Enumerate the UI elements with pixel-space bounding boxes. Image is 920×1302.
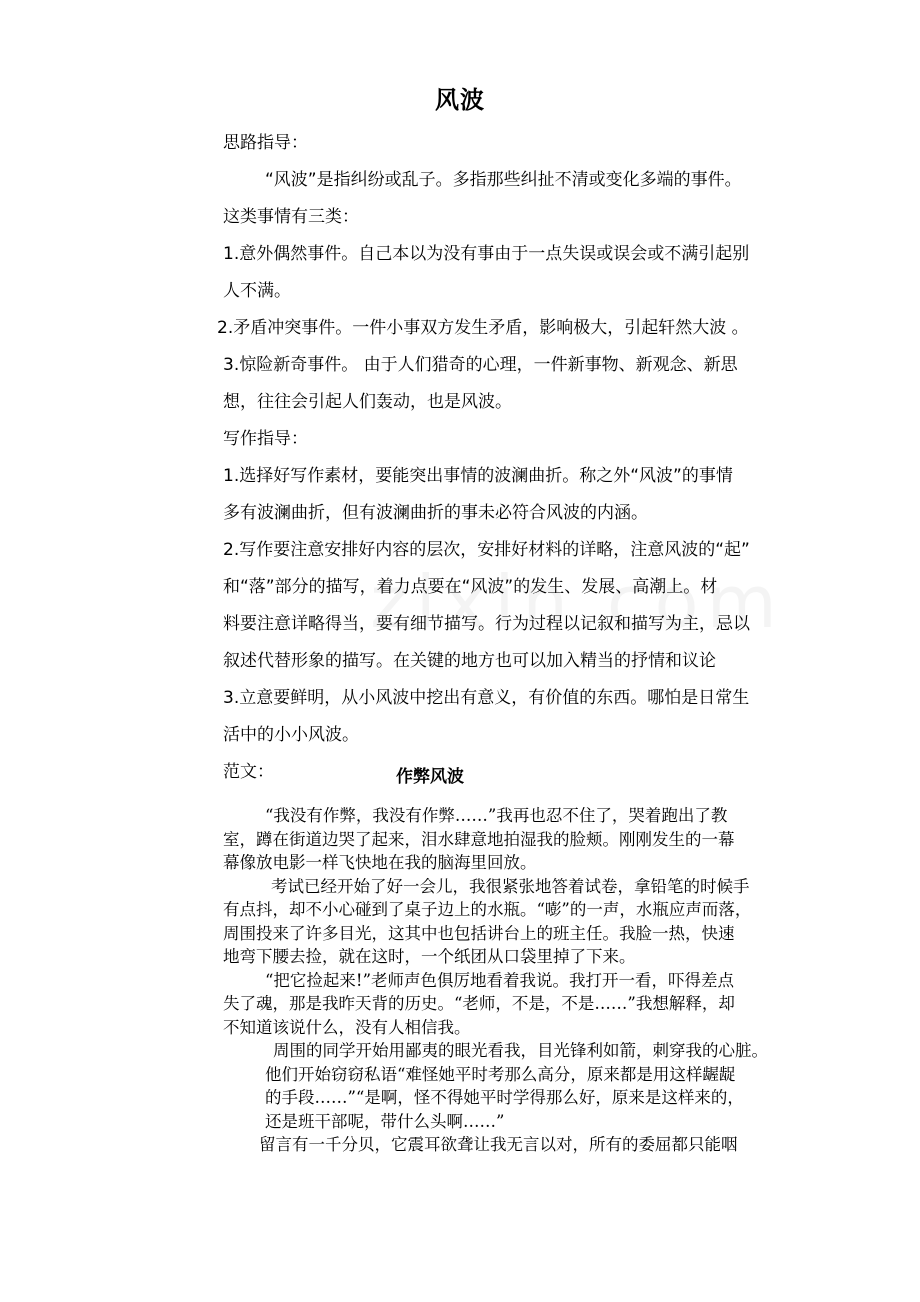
paragraph-line: 这类事情有三类： [223,207,359,227]
essay-line: 留言有一千分贝，它震耳欲聋让我无言以对，所有的委屈都只能咽 [259,1135,738,1154]
essay-line: 考试已经开始了好一会儿，我很紧张地答着试卷，拿铅笔的时候手 [271,876,750,896]
essay-line: “我没有作弊，我没有作弊……”我再也忍不住了，哭着跑出了教 [265,806,728,825]
essay-line: 地弯下腰去捡，就在这时，一个纸团从口袋里掉了下来。 [223,947,636,966]
paragraph-line: 1.意外偶然事件。自己本以为没有事由于一点失误或误会或不满引起别 [223,244,750,264]
paragraph-line: 和“落”部分的描写，着力点要在“风波”的发生、发展、高潮上。材 [223,577,718,597]
essay-line: 失了魂，那是我昨天背的历史。“老师，不是，不是……”我想解释，却 [223,994,735,1013]
essay-line: 周围投来了许多目光，这其中也包括讲台上的班主任。我脸一热，快速 [223,923,735,943]
essay-line: 周围的同学开始用鄙夷的眼光看我，目光锋利如箭，刺穿我的心脏。 [273,1041,768,1060]
paragraph-line: 人不满。 [223,281,291,301]
paragraph-line: “风波”是指纠纷或乱子。多指那些纠扯不清或变化多端的事件。 [265,170,742,190]
essay-line: 室，蹲在街道边哭了起来，泪水肆意地拍湿我的脸颊。刚刚发生的一幕 [223,829,735,849]
essay-line: 他们开始窃窃私语“难怪她平时考那么高分，原来都是用这样龌龊 [265,1064,736,1084]
writing-heading: 写作指导： [223,429,308,449]
guidance-section [217,125,803,791]
paragraph-line: 2.写作要注意安排好内容的层次，安排好材料的详略，注意风波的“起” [223,540,750,560]
essay-line: 不知道该说什么，没有人相信我。 [223,1017,471,1037]
thinking-heading: 思路指导： [223,133,308,153]
essay-line: 还是班干部呢，带什么头啊……” [265,1111,505,1131]
essay-line: “把它捡起来!”老师声色俱厉地看着我说。我打开一看，吓得差点 [265,970,735,990]
paragraph-line: 3.惊险新奇事件。 由于人们猎奇的心理，一件新事物、新观念、新思 [223,355,738,375]
paragraph-line: 叙述代替形象的描写。在关键的地方也可以加入精当的抒情和议论 [223,651,716,671]
paragraph-line: 1.选择好写作素材，要能突出事情的波澜曲折。称之外“风波”的事情 [223,466,733,486]
paragraph-line: 3.立意要鲜明，从小风波中挖出有意义，有价值的东西。哪怕是日常生 [223,688,750,708]
paragraph-line: 2.矛盾冲突事件。一件小事双方发生矛盾，影响极大，引起轩然大波 。 [217,318,749,338]
essay-line: 有点抖，却不小心碰到了桌子边上的水瓶。“嘭”的一声，水瓶应声而落， [223,900,752,919]
paragraph-line: 多有波澜曲折，但有波澜曲折的事未必符合风波的内涵。 [223,503,648,523]
example-heading: 范文： [223,762,274,782]
essay-line: 的手段……”“是啊，怪不得她平时学得那么好，原来是这样来的， [265,1088,744,1107]
essay-line: 幕像放电影一样飞快地在我的脑海里回放。 [223,853,537,872]
essay-body [223,804,813,1157]
document-title: 风波 [435,86,485,114]
paragraph-line: 想，往往会引起人们轰动，也是风波。 [223,392,512,412]
essay-title: 作弊风波 [396,767,464,787]
paragraph-line: 料要注意详略得当，要有细节描写。行为过程以记叙和描写为主，忌以 [223,614,750,634]
paragraph-line: 活中的小小风波。 [223,725,359,745]
